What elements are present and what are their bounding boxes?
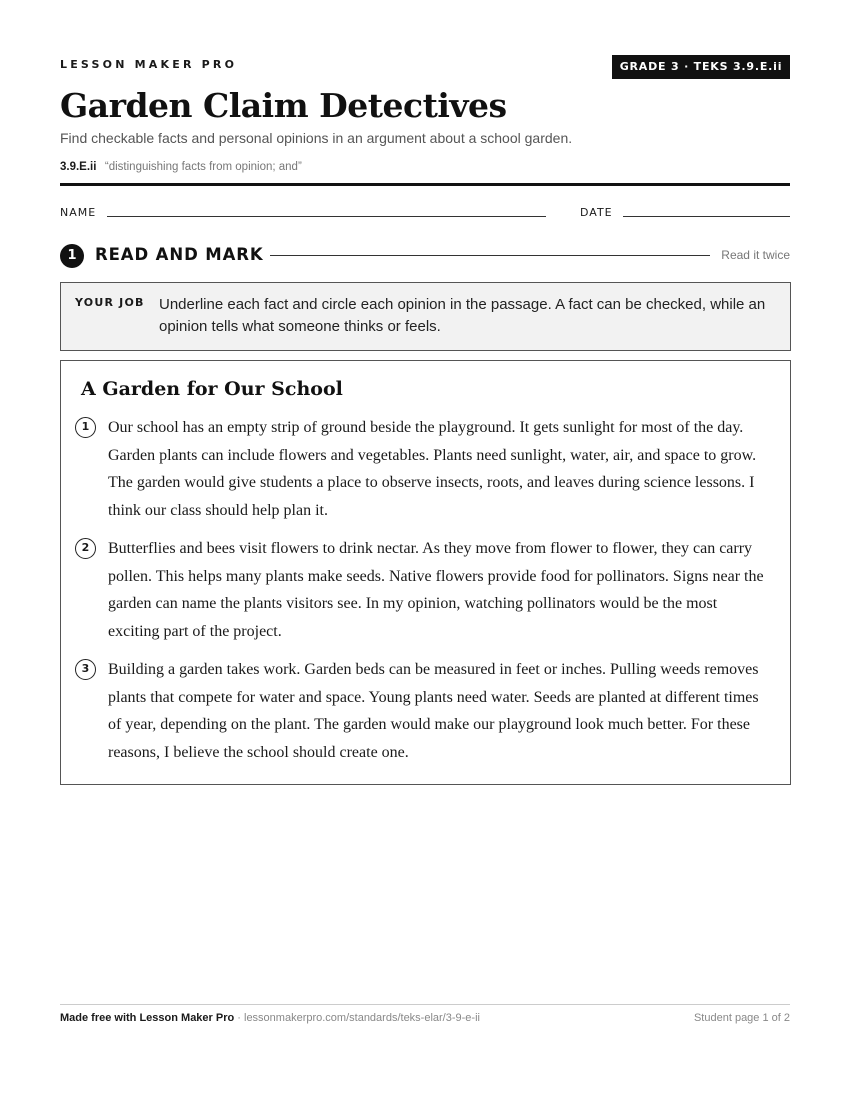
passage-paragraph-3: Building a garden takes work. Garden beds can be measured in feet or inches. Pulling weeds removes plants that compete for water and space. Young plants need water. Seeds are planted at different times of year, depending on the plant. The garden would make our playground look much better. For these reasons, I believe the school should create one.	[108, 661, 759, 761]
section-divider	[270, 255, 710, 256]
brand-name: LESSON MAKER PRO	[60, 58, 238, 71]
header-divider	[60, 183, 790, 186]
section-note: Read it twice	[721, 248, 790, 262]
footer-url[interactable]: · lessonmakerpro.com/standards/teks-elar/3-9-e-ii	[234, 1012, 480, 1024]
footer-credit	[60, 1012, 480, 1024]
grade-standard-badge: GRADE 3 · TEKS 3.9.E.ii	[612, 55, 790, 79]
passage-title: A Garden for Our School	[81, 378, 343, 400]
paragraph-number-1: 1	[75, 417, 96, 438]
passage-box	[60, 360, 791, 785]
standard-reference	[60, 157, 302, 175]
date-line[interactable]	[623, 216, 790, 217]
passage-paragraph-1: Our school has an empty strip of ground beside the playground. It gets sunlight for most of the day. Garden plants can include flowers and vegetables. Plants need sunlight, water, air, and space to grow. The garden would give students a place to observe insects, roots, and leaves during science lessons. I think our class should help plan it.	[108, 419, 757, 519]
passage-paragraph-2: Butterflies and bees visit flowers to drink nectar. As they move from flower to flower, they can carry pollen. This helps many plants make seeds. Native flowers provide food for pollinators. Signs near the garden can name the plants visitors see. In my opinion, watching pollinators would be the most exciting part of the project.	[108, 540, 764, 640]
standard-quote: “distinguishing facts from opinion; and”	[104, 161, 302, 173]
date-label: DATE	[580, 206, 613, 219]
footer-page-number: Student page 1 of 2	[693, 1012, 790, 1024]
instructions-box	[60, 282, 791, 351]
paragraph-number-2: 2	[75, 538, 96, 559]
instructions-text: Underline each fact and circle each opinion in the passage. A fact can be checked, while an opinion tells what someone thinks or feels.	[159, 296, 766, 335]
name-label: NAME	[60, 206, 97, 219]
worksheet-title: Garden Claim Detectives	[60, 86, 507, 125]
paragraph-number-3: 3	[75, 659, 96, 680]
section-title: READ AND MARK	[95, 245, 264, 264]
standard-code: 3.9.E.ii	[60, 161, 97, 173]
name-line[interactable]	[107, 216, 546, 217]
worksheet-subtitle: Find checkable facts and personal opinions in an argument about a school garden.	[60, 130, 573, 146]
footer-made-by: Made free with Lesson Maker Pro	[60, 1012, 235, 1024]
instructions-label: YOUR JOB	[75, 296, 145, 309]
section-number: 1	[60, 244, 84, 268]
footer-divider	[60, 1004, 790, 1005]
